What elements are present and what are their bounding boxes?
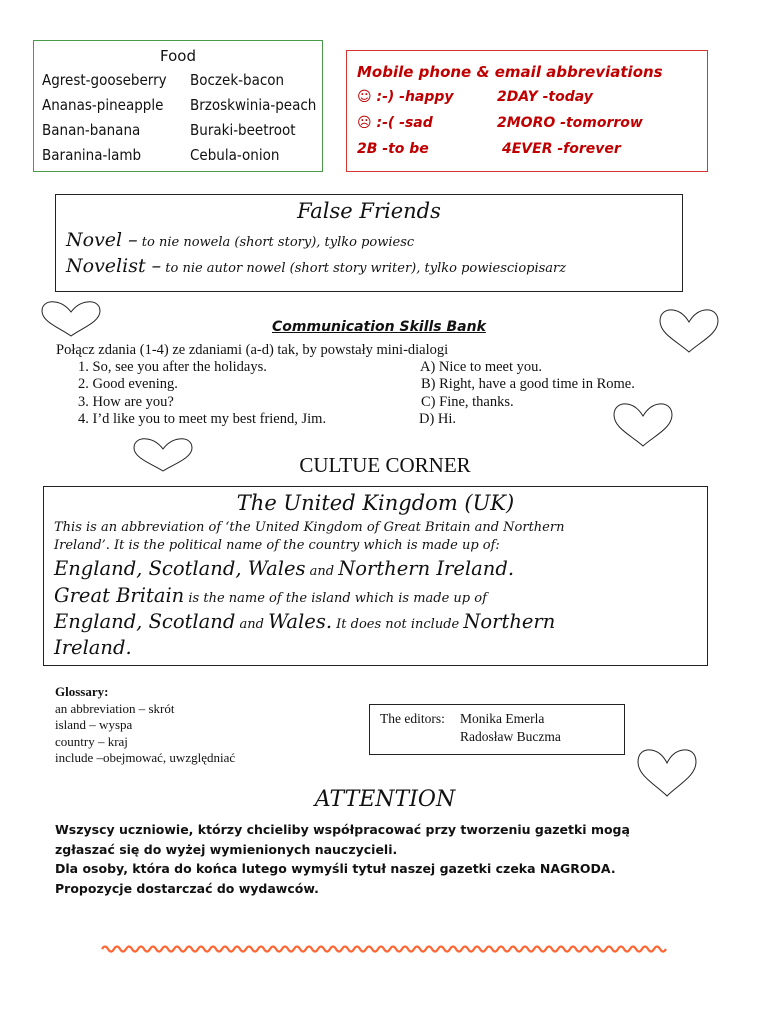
food-item: Buraki-beetroot <box>190 121 296 139</box>
united-kingdom-box <box>43 486 708 666</box>
uk-emphasis: England, Scotland, Wales <box>54 557 306 580</box>
glossary-item: country – kraj <box>55 733 128 749</box>
editor-name: Monika Emerla <box>460 711 545 726</box>
food-vocabulary-box <box>33 40 323 172</box>
abbreviation-row <box>357 115 643 131</box>
uk-text-line: This is an abbreviation of ‘the United Kingdom of Great Britain and Northern <box>54 520 565 535</box>
dialogue-prompt: 4. I’d like you to meet my best friend, Jim. <box>78 411 327 427</box>
false-friend-entry <box>66 229 414 251</box>
uk-emphasis: Northern <box>463 610 556 633</box>
dialogue-response: B) Right, have a good time in Rome. <box>421 376 635 392</box>
attention-line: Wszyscy uczniowie, którzy chcieliby współpracować przy tworzeniu gazetki mogą <box>55 822 630 837</box>
dialogue-response: A) Nice to meet you. <box>420 359 543 375</box>
abbreviation-item: 2MORO -tomorrow <box>497 115 643 131</box>
food-item: Boczek-bacon <box>190 71 285 89</box>
attention-title: ATTENTION <box>314 787 456 812</box>
glossary-item: an abbreviation – skrót <box>55 700 175 716</box>
uk-text-line <box>54 610 555 633</box>
abbreviation-item: 2DAY -today <box>497 89 593 105</box>
editor-name: Radosław Buczma <box>460 729 561 744</box>
editors-label: The editors: <box>380 711 445 726</box>
abbreviation-item: ☺ :-) -happy <box>357 89 454 105</box>
uk-connector: and <box>305 564 339 579</box>
food-item: Brzoskwinia-peach <box>190 96 317 114</box>
attention-line: Propozycje dostarczać do wydawców. <box>55 880 319 896</box>
dialogue-response: C) Fine, thanks. <box>421 394 514 410</box>
heart-icon <box>612 402 674 448</box>
mobile-title: Mobile phone & email abbreviations <box>357 63 663 81</box>
communication-title: Communication Skills Bank <box>272 319 486 335</box>
glossary-item: include –obejmować, uwzględniać <box>55 750 236 765</box>
wavy-divider <box>100 942 670 956</box>
uk-title: The United Kingdom (UK) <box>236 491 515 515</box>
glossary-item: island – wyspa <box>55 717 133 732</box>
uk-connector: and <box>235 617 269 632</box>
dialogue-prompt: 1. So, see you after the holidays. <box>78 359 267 375</box>
editors-box <box>369 704 625 755</box>
heart-icon <box>658 308 720 354</box>
food-row <box>42 71 285 89</box>
uk-connector: It does not include <box>332 617 464 632</box>
dialogue-response: D) Hi. <box>419 411 457 427</box>
uk-emphasis: Wales. <box>268 610 333 633</box>
abbreviation-item: ☹ :-( -sad <box>357 115 433 131</box>
false-friend-word: Novel – <box>66 229 138 251</box>
glossary <box>55 684 235 767</box>
false-friend-explanation: to nie autor nowel (short story writer), tylko powiesciopisarz <box>161 261 567 276</box>
food-row <box>42 96 317 114</box>
false-friend-explanation: to nie nowela (short story), tylko powiesc <box>137 235 415 250</box>
food-row <box>42 121 296 139</box>
heart-icon <box>40 300 102 338</box>
glossary-title: Glossary: <box>55 684 109 699</box>
abbreviation-row <box>357 141 621 157</box>
uk-emphasis: Great Britain <box>54 584 185 607</box>
uk-text-line: Ireland. <box>54 636 132 659</box>
abbreviation-item: 4EVER -forever <box>502 141 621 157</box>
mobile-abbreviations-box <box>346 50 708 172</box>
attention-line: Dla osoby, która do końca lutego wymyśli tytuł naszej gazetki czeka NAGRODA. <box>55 861 616 876</box>
false-friends-box <box>55 194 683 292</box>
food-item: Agrest-gooseberry <box>42 71 167 89</box>
dialogue-prompt: 3. How are you? <box>78 394 174 410</box>
uk-connector: is the name of the island which is made up of <box>184 591 487 606</box>
food-item: Ananas-pineapple <box>42 96 164 114</box>
uk-text-line <box>54 557 514 580</box>
attention-line: zgłaszać się do wyżej wymienionych nauczycieli. <box>55 841 398 857</box>
abbreviation-row <box>357 89 593 105</box>
food-item: Baranina-lamb <box>42 146 142 164</box>
food-row <box>42 146 280 164</box>
uk-text-line: Ireland’. It is the political name of the country which is made up of: <box>54 538 500 553</box>
dialogue-prompt: 2. Good evening. <box>78 376 178 392</box>
communication-instruction: Połącz zdania (1-4) ze zdaniami (a-d) tak, by powstały mini-dialogi <box>56 342 449 358</box>
food-item: Banan-banana <box>42 121 141 139</box>
false-friends-title: False Friends <box>297 199 441 223</box>
uk-emphasis: England, Scotland <box>54 610 236 633</box>
attention-text <box>55 820 630 898</box>
food-title: Food <box>160 47 196 65</box>
false-friend-entry <box>66 255 566 277</box>
false-friend-word: Novelist – <box>66 255 162 277</box>
culture-corner-heading: CULTUE CORNER <box>299 453 471 477</box>
food-item: Cebula-onion <box>190 146 280 164</box>
abbreviation-item: 2B -to be <box>357 141 429 157</box>
uk-emphasis: Northern Ireland. <box>338 557 515 580</box>
uk-text-line <box>54 584 487 607</box>
